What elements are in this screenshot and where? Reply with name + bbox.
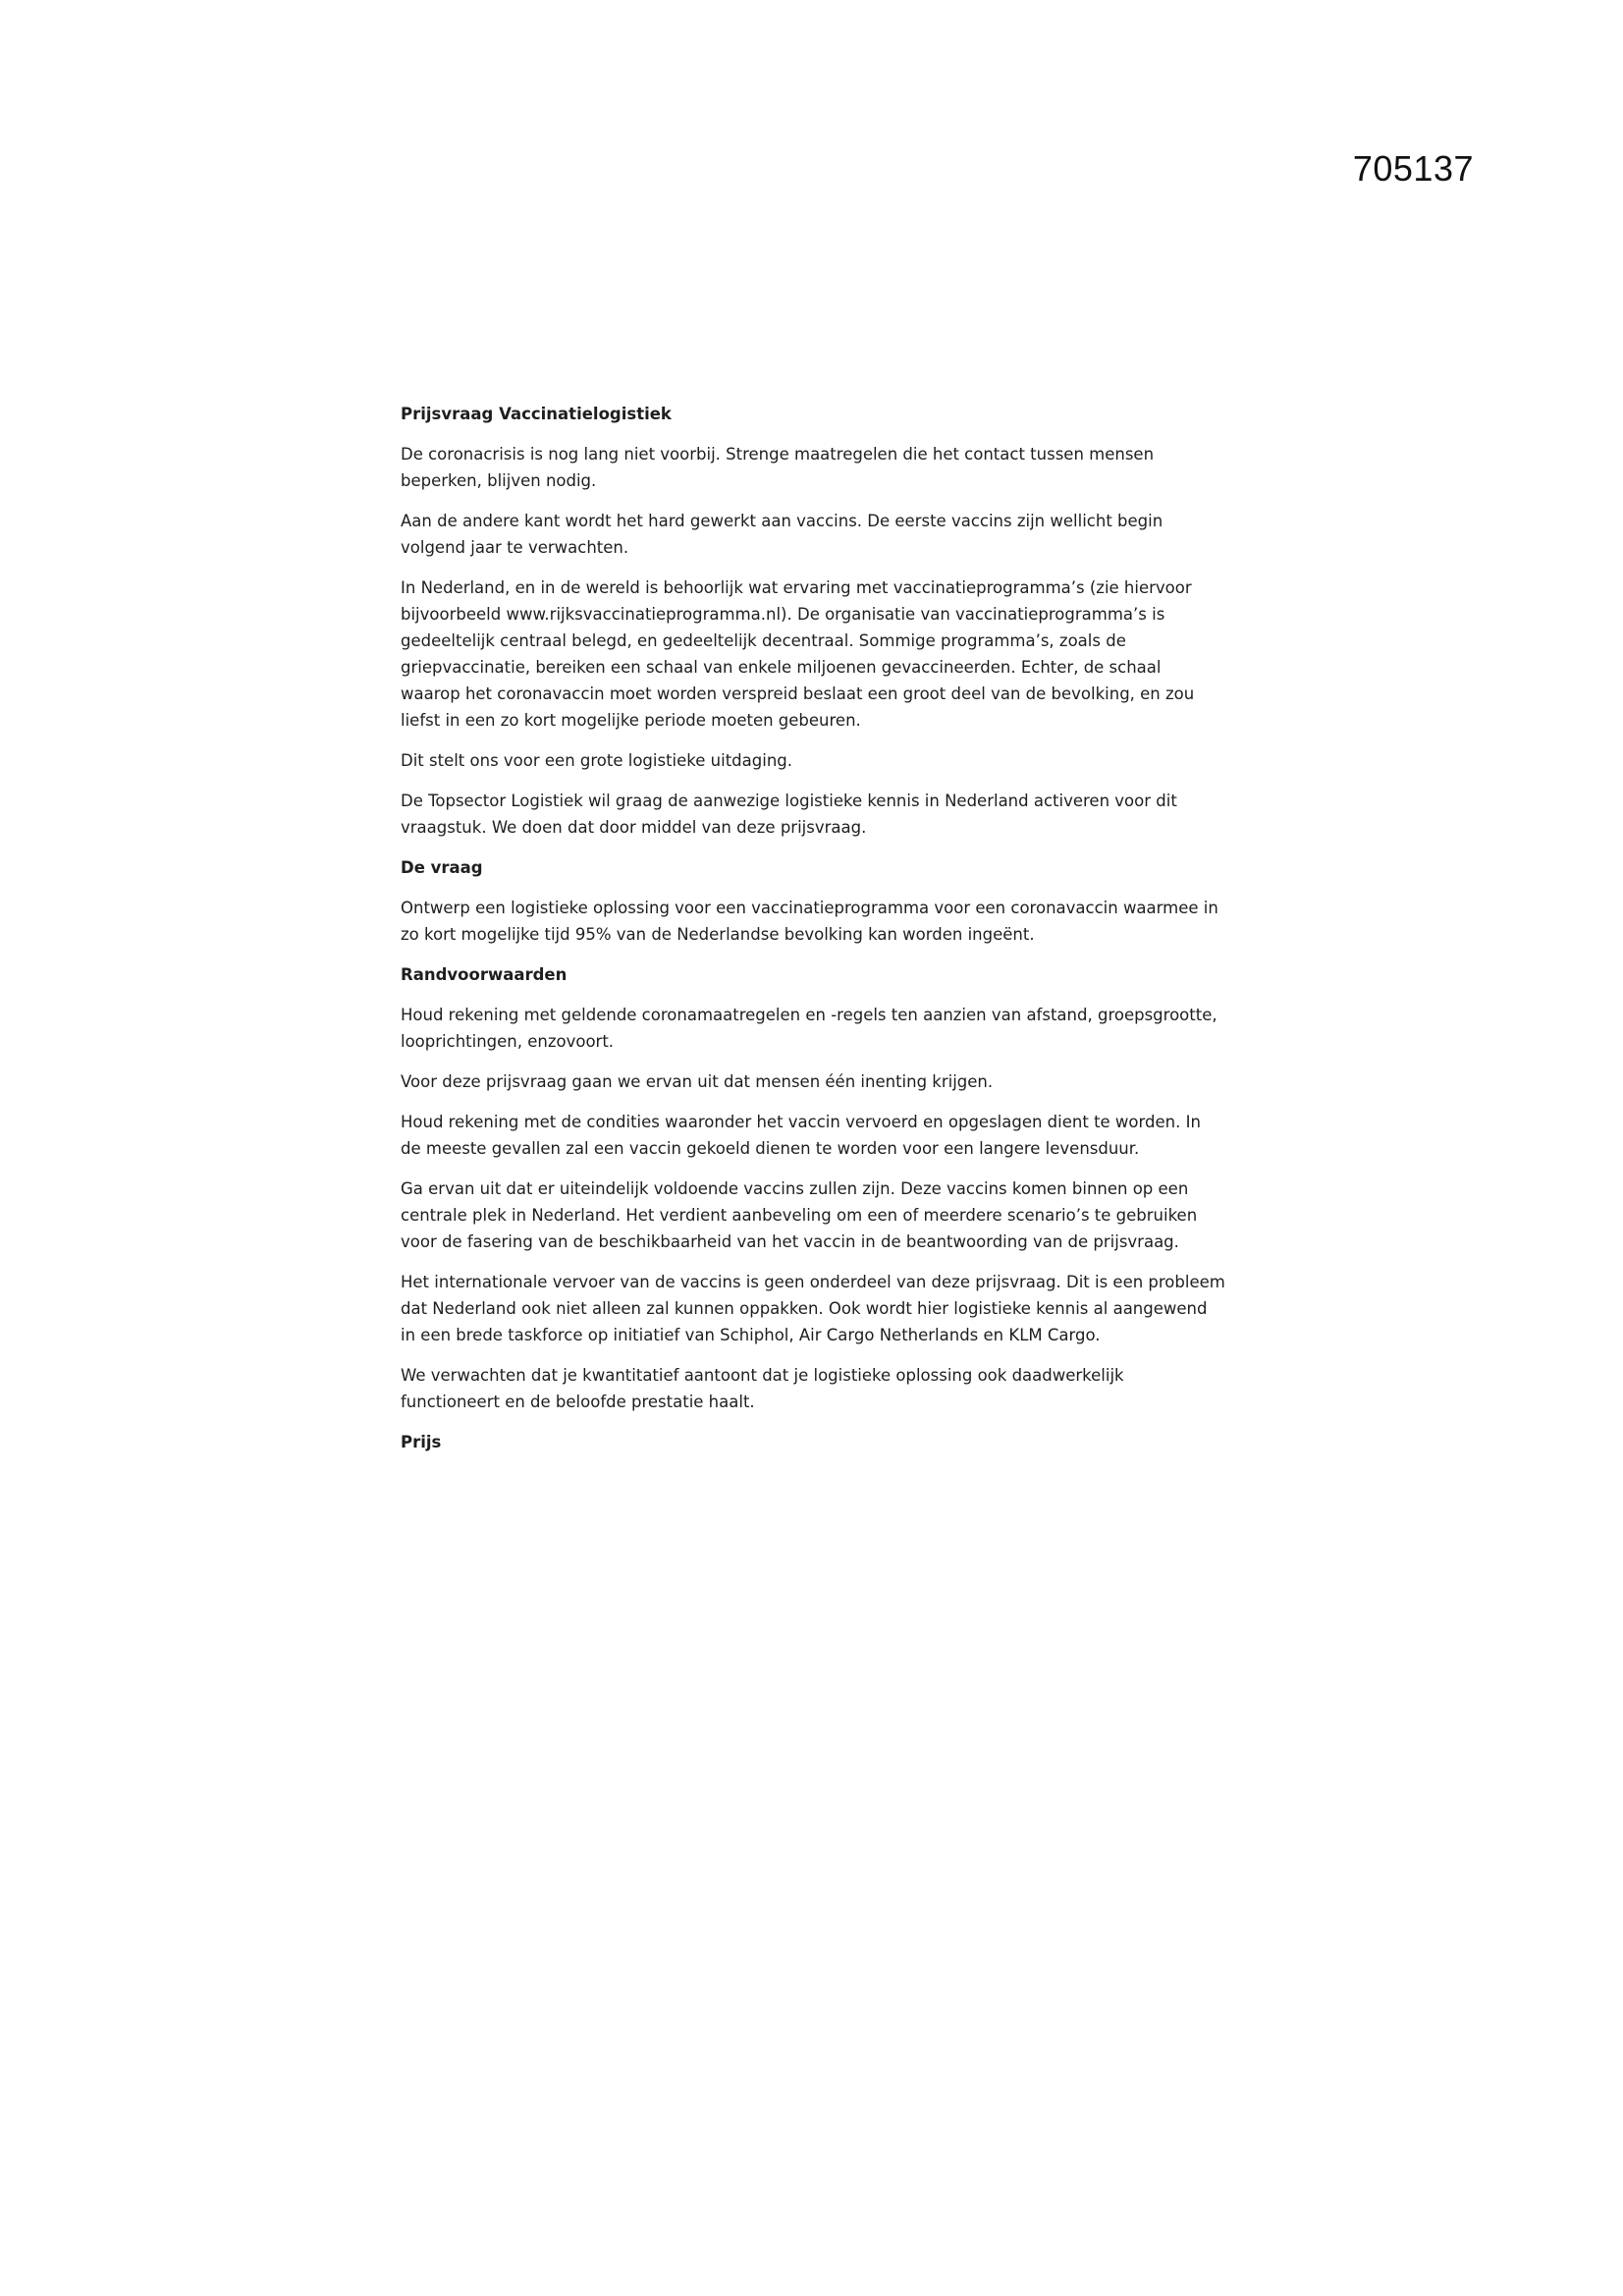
section-heading-conditions: Randvoorwaarden xyxy=(401,965,568,984)
conditions-paragraph: Het internationale vervoer van de vaccins is geen onderdeel van deze prijsvraag. Dit is een probleem dat Nederland ook niet alleen zal kunnen oppakken. Ook wordt hier logistieke kennis al aangewend in een brede taskforce op initiatief van Schiphol, Air Cargo Netherlands en KLM Cargo. xyxy=(401,1273,1225,1344)
intro-paragraph: De Topsector Logistiek wil graag de aanwezige logistieke kennis in Nederland activeren voor dit vraagstuk. We doen dat door middel van deze prijsvraag. xyxy=(401,792,1177,837)
conditions-paragraph: Ga ervan uit dat er uiteindelijk voldoende vaccins zullen zijn. Deze vaccins komen binnen op een centrale plek in Nederland. Het verdient aanbeveling om een of meerdere scenario’s te gebruiken voor de fasering van de beschikbaarheid van het vaccin in de beantwoording van de prijsvraag. xyxy=(401,1179,1198,1251)
document-body xyxy=(401,401,1225,1469)
conditions-paragraph: Houd rekening met de condities waaronder het vaccin vervoerd en opgeslagen dient te worden. In de meeste gevallen zal een vaccin gekoeld dienen te worden voor een langere levensduur. xyxy=(401,1113,1201,1158)
document-number: 705137 xyxy=(1352,148,1474,189)
document-title: Prijsvraag Vaccinatielogistiek xyxy=(401,405,672,423)
question-paragraph: Ontwerp een logistieke oplossing voor een vaccinatieprogramma voor een coronavaccin waarmee in zo kort mogelijke tijd 95% van de Nederlandse bevolking kan worden ingeënt. xyxy=(401,899,1218,944)
intro-paragraph: In Nederland, en in de wereld is behoorlijk wat ervaring met vaccinatieprogramma’s (zie hiervoor bijvoorbeeld www.rijksvaccinatieprogramma.nl). De organisatie van vaccinatieprogramma’s is gedeeltelijk centraal belegd, en gedeeltelijk decentraal. Sommige programma’s, zoals de griepvaccinatie, bereiken een schaal van enkele miljoenen gevaccineerden. Echter, de schaal waarop het coronavaccin moet worden verspreid beslaat een groot deel van de bevolking, en zou liefst in een zo kort mogelijke periode moeten gebeuren. xyxy=(401,578,1195,730)
conditions-paragraph: We verwachten dat je kwantitatief aantoont dat je logistieke oplossing ook daadwerkelijk functioneert en de beloofde prestatie haalt. xyxy=(401,1366,1124,1411)
intro-paragraph: Aan de andere kant wordt het hard gewerkt aan vaccins. De eerste vaccins zijn wellicht begin volgend jaar te verwachten. xyxy=(401,512,1163,557)
intro-paragraph: Dit stelt ons voor een grote logistieke uitdaging. xyxy=(401,751,792,770)
intro-paragraph: De coronacrisis is nog lang niet voorbij. Strenge maatregelen die het contact tussen mensen beperken, blijven nodig. xyxy=(401,445,1155,490)
section-heading-prize: Prijs xyxy=(401,1433,442,1451)
section-heading-question: De vraag xyxy=(401,858,483,877)
conditions-paragraph: Voor deze prijsvraag gaan we ervan uit dat mensen één inenting krijgen. xyxy=(401,1072,994,1091)
conditions-paragraph: Houd rekening met geldende coronamaatregelen en -regels ten aanzien van afstand, groepsgrootte, looprichtingen, enzovoort. xyxy=(401,1006,1217,1051)
